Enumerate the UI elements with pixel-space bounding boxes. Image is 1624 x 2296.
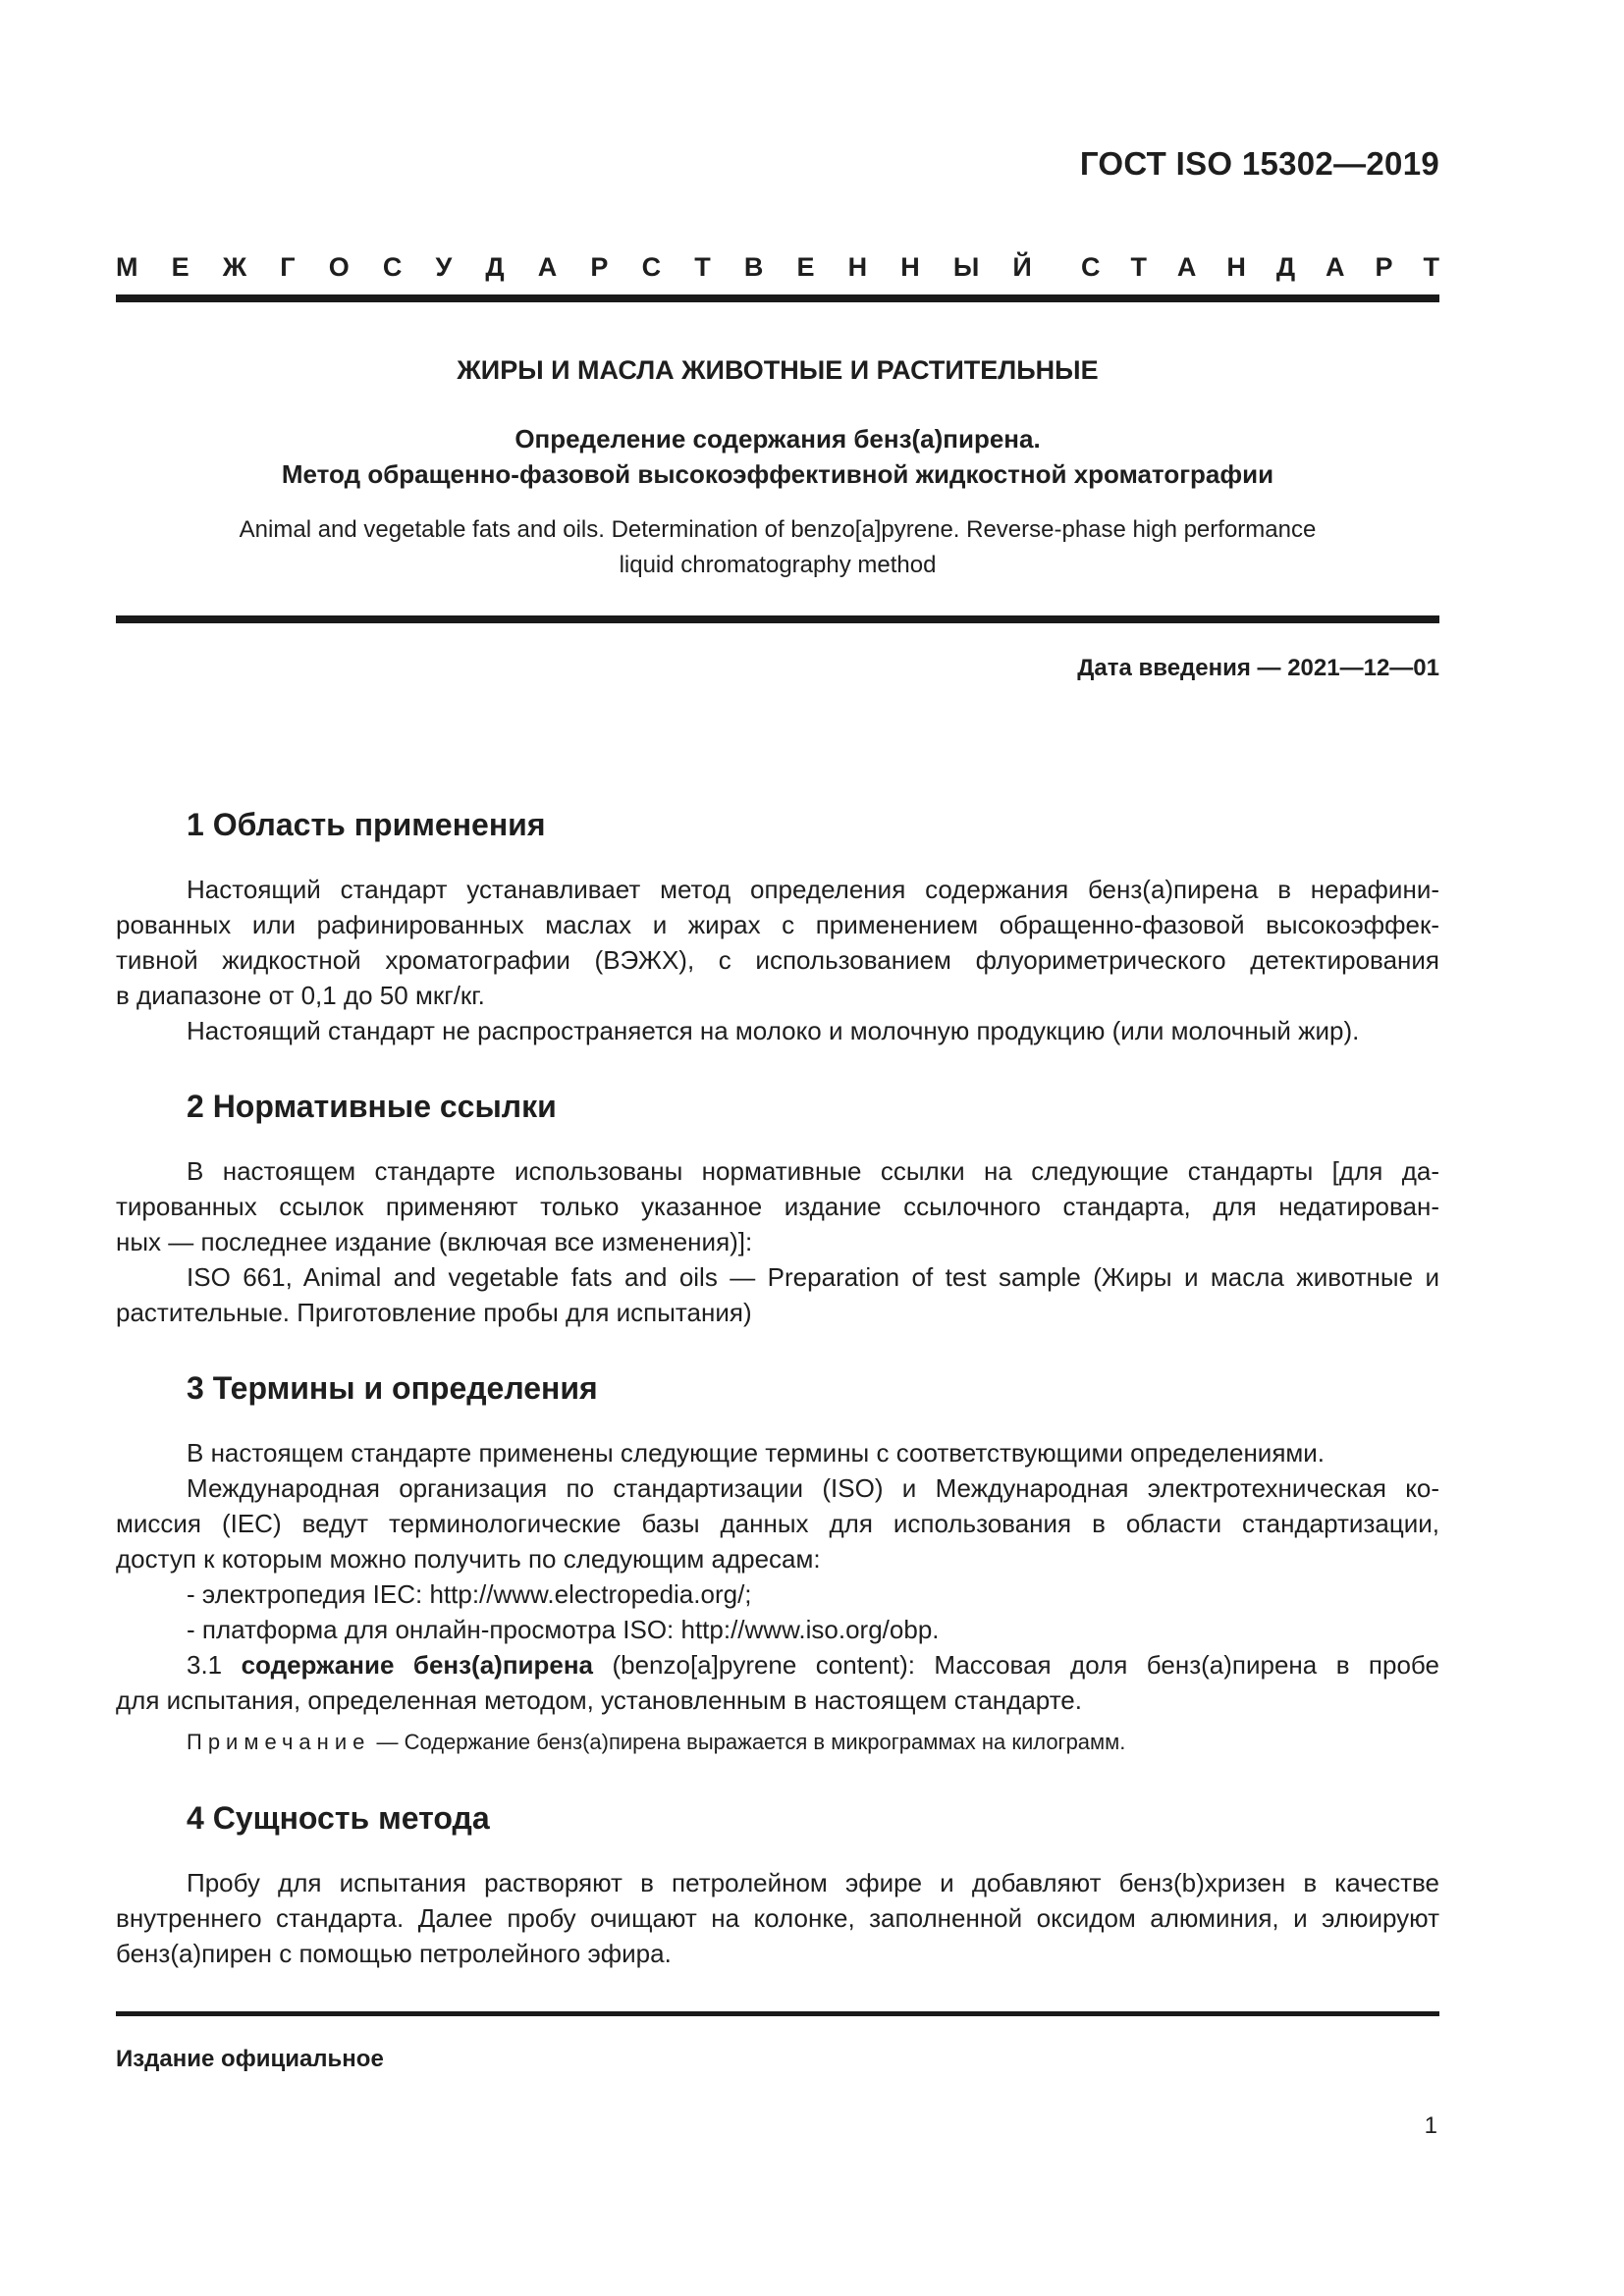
document-title-english: Animal and vegetable fats and oils. Determination of benzo[a]pyrene. Reverse-phase high performance liquid chromatography method — [239, 516, 1317, 578]
heading-letter: В — [743, 252, 764, 282]
heading-letter: Н — [900, 252, 920, 282]
heading-letter: У — [435, 252, 453, 282]
heading-letter: О — [328, 252, 350, 282]
term-name: содержание бенз(а)пирена — [241, 1650, 594, 1680]
note — [187, 1730, 1125, 1755]
heading-letter: С — [1081, 252, 1101, 282]
heading-letter: А — [537, 252, 558, 282]
introduction-date: Дата введения — 2021—12—01 — [1077, 655, 1439, 681]
heading-letter: М — [116, 252, 138, 282]
heading-letter: Ы — [952, 252, 980, 282]
standard-type-heading — [116, 252, 1439, 283]
heading-letter: Д — [1275, 252, 1296, 282]
heading-letter: А — [1176, 252, 1197, 282]
list-item: - платформа для онлайн-просмотра ISO: http://www.iso.org/obp. — [187, 1615, 940, 1644]
heading-letter: Н — [847, 252, 868, 282]
top-rule — [116, 294, 1439, 302]
note-text: — Содержание бенз(а)пирена выражается в микрограммах на килограмм. — [370, 1730, 1126, 1754]
heading-letter: Р — [590, 252, 609, 282]
document-subtitle: Определение содержания бенз(а)пирена. Метод обращенно-фазовой высокоэффективной жидкостной хроматографии — [281, 424, 1274, 489]
page-number: 1 — [1424, 2112, 1437, 2139]
heading-letter: С — [641, 252, 662, 282]
heading-letter: С — [382, 252, 403, 282]
standard-type-word2 — [1081, 252, 1439, 283]
section-3-heading: 3 Термины и определения — [187, 1370, 598, 1406]
heading-letter: Р — [1375, 252, 1393, 282]
edition-label: Издание официальное — [116, 2046, 384, 2072]
standard-type-word1 — [116, 252, 1032, 283]
section-1-heading: 1 Область применения — [187, 807, 546, 842]
heading-letter: Й — [1012, 252, 1032, 282]
heading-letter: Т — [1423, 252, 1439, 282]
heading-letter: Т — [1130, 252, 1147, 282]
heading-letter: А — [1326, 252, 1345, 282]
section-2-paragraph: В настоящем стандарте использованы нормативные ссылки на следующие стандарты [для да- тированных ссылок применяют только указанное издание ссылочного стандарта, для недатирован- ных — последнее издание (включая все изменения)]: ISO 661, Animal and vegetable fats and oils — Preparation of test sample (Жиры и масла животные и растительные. Приготовление пробы для испытания) — [116, 1156, 1439, 1327]
section-4-paragraph: Пробу для испытания растворяют в петролейном эфире и добавляют бенз(b)хризен в качестве внутреннего стандарта. Далее пробу очищают на колонке, заполненной оксидом алюминия, и элюируют бенз(а)пирен с помощью петролейного эфира. — [116, 1868, 1439, 1968]
section-4-heading: 4 Сущность метода — [187, 1800, 490, 1836]
heading-letter: Ж — [222, 252, 247, 282]
list-item: - электропедия IEC: http://www.electropedia.org/; — [187, 1579, 752, 1609]
heading-letter: Н — [1226, 252, 1246, 282]
document-code: ГОСТ ISO 15302—2019 — [1079, 145, 1439, 182]
section-3-paragraph: В настоящем стандарте применены следующие термины с соответствующими определениями. Международная организация по стандартизации (ISO) и Международная электротехническая ко- миссия (IEC) ведут терминологические базы данных для использования в области стандартизации, доступ к которым можно получить по следующим адресам: - электропедия IEC: http://www.electropedia.org/; - платформа для онлайн-просмотра ISO: http://www.iso.org/obp. 3.1 содержание бенз(а)пирена (benzo[a]pyrene content): Массовая доля бенз(а)пирена в пробе для испытания, определенная методом, установленным в настоящем стандарте. — [116, 1438, 1439, 1715]
heading-letter: Т — [694, 252, 711, 282]
heading-letter: Е — [796, 252, 815, 282]
footer-rule — [116, 2011, 1439, 2016]
title-rule — [116, 615, 1439, 623]
heading-letter: Д — [485, 252, 505, 282]
document-title: ЖИРЫ И МАСЛА ЖИВОТНЫЕ И РАСТИТЕЛЬНЫЕ — [457, 355, 1099, 385]
section-1-paragraph-1: Настоящий стандарт устанавливает метод определения содержания бенз(а)пирена в нерафини- рованных или рафинированных маслах и жирах с применением обращенно-фазовой высокоэффек- тивной жидкостной хроматографии (ВЭЖХ), с использованием флуориметрического детектирования в диапазоне от 0,1 до 50 мкг/кг. Настоящий стандарт не распространяется на молоко и молочную продукцию (или молочный жир). — [116, 875, 1439, 1045]
heading-letter: Е — [171, 252, 189, 282]
heading-letter: Г — [280, 252, 296, 282]
note-label: Примечание — [187, 1730, 371, 1754]
term-definition: 3.1 содержание бенз(а)пирена (benzo[a]pyrene content): Массовая доля бенз(а)пирена в пробе — [187, 1650, 1439, 1680]
section-2-heading: 2 Нормативные ссылки — [187, 1089, 557, 1124]
